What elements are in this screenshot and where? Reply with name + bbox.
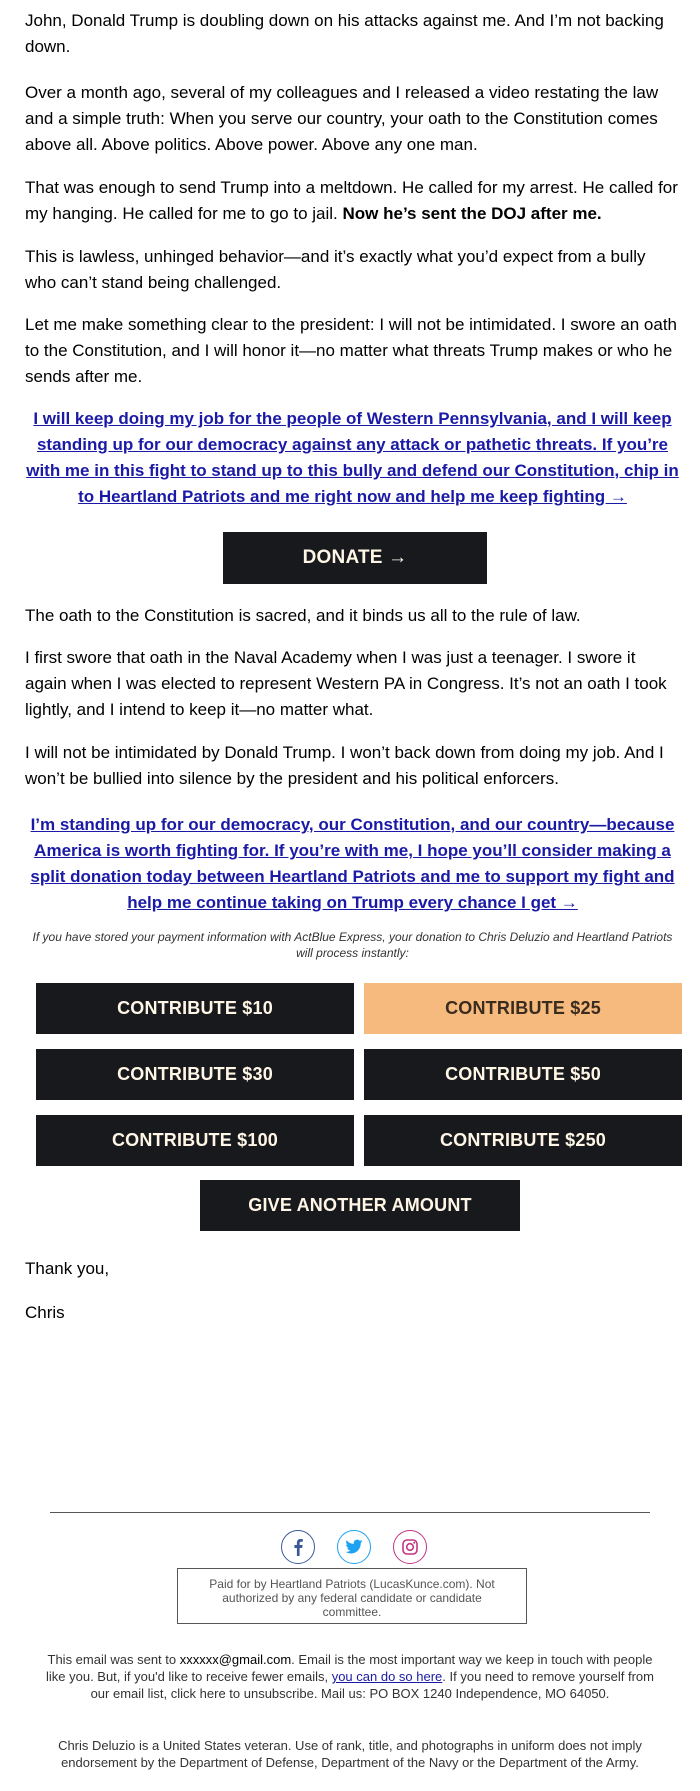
twitter-icon[interactable] (337, 1530, 371, 1564)
recipient-email: xxxxxx@gmail.com (179, 1652, 292, 1667)
paragraph-meltdown (25, 175, 680, 227)
footer-email-notice (45, 1651, 655, 1702)
contribute-30-button[interactable]: CONTRIBUTE $30 (36, 1049, 354, 1100)
fewer-emails-link[interactable]: you can do so here (331, 1669, 443, 1684)
contribute-250-button[interactable]: CONTRIBUTE $250 (364, 1115, 682, 1166)
paragraph-naval-academy: I first swore that oath in the Naval Academy when I was just a teenager. I swore it again when I was elected to represent Western PA in Congress. It’s not an oath I took lightly, and I intend to keep it—no matter what. (25, 648, 667, 719)
paragraph-meltdown-text: That was enough to send Trump into a meltdown. He called for my arrest. He called for my hanging. He called for me to go to jail. (25, 178, 678, 223)
veteran-disclaimer: Chris Deluzio is a United States veteran. Use of rank, title, and photographs in uniform does not imply endorsement by the Department of Defense, Department of the Navy or the Department of the Army. (58, 1738, 642, 1770)
contribute-100-button[interactable]: CONTRIBUTE $100 (36, 1115, 354, 1166)
footer-divider (50, 1512, 650, 1513)
footer-sent-mid: . Email is the most important way we keep in touch with people like you. But, if you'd like to receive fewer emails, (45, 1652, 653, 1684)
signature: Chris (25, 1303, 65, 1322)
footer-sent-prefix: This email was sent to (47, 1652, 180, 1667)
facebook-icon[interactable] (281, 1530, 315, 1564)
actblue-express-note: If you have stored your payment information with ActBlue Express, your donation to Chris Deluzio and Heartland Patriots will process instantly: (32, 930, 673, 960)
paragraph-oath-sacred: The oath to the Constitution is sacred, and it binds us all to the rule of law. (25, 606, 581, 625)
paragraph-opening: John, Donald Trump is doubling down on his attacks against me. And I’m not backing down. (25, 11, 664, 56)
instagram-icon[interactable] (393, 1530, 427, 1564)
donate-button[interactable]: DONATE → (223, 532, 487, 584)
donate-link-primary[interactable]: I will keep doing my job for the people of Western Pennsylvania, and I will keep standing up for our democracy against any attack or pathetic threats. If you’re with me in this fight to stand up to this bully and defend our Constitution, chip in to Heartland Patriots and me right now and help me keep fighting → (26, 409, 679, 506)
closing-thanks: Thank you, (25, 1259, 110, 1278)
paragraph-video: Over a month ago, several of my colleagues and I released a video restating the law and a simple truth: When you serve our country, your oath to the Constitution comes above all. Above politics. Above power. Above any one man. (25, 83, 659, 154)
contribute-25-button[interactable]: CONTRIBUTE $25 (364, 983, 682, 1034)
footer-sent-suffix: . If you need to remove yourself from our email list, click here to unsubscribe. Mail us: PO BOX 1240 Independence, MO 64050. (90, 1669, 654, 1701)
paragraph-clear: Let me make something clear to the president: I will not be intimidated. I swore an oath to the Constitution, and I will honor it—no matter what threats Trump makes or who he sends after me. (25, 315, 678, 386)
contribute-50-button[interactable]: CONTRIBUTE $50 (364, 1049, 682, 1100)
paragraph-not-intimidated: I will not be intimidated by Donald Trump. I won’t back down from doing my job. And I won’t be bullied into silence by the president and his political enforcers. (25, 743, 664, 788)
contribute-10-button[interactable]: CONTRIBUTE $10 (36, 983, 354, 1034)
paid-for-disclaimer: Paid for by Heartland Patriots (LucasKunce.com). Not authorized by any federal candidate or candidate committee. (177, 1568, 527, 1624)
paragraph-meltdown-bold: Now he’s sent the DOJ after me. (342, 204, 602, 223)
paragraph-lawless: This is lawless, unhinged behavior—and it’s exactly what you’d expect from a bully who can’t stand being challenged. (25, 247, 646, 292)
give-another-amount-button[interactable]: GIVE ANOTHER AMOUNT (200, 1180, 520, 1231)
donate-link-split[interactable]: I’m standing up for our democracy, our Constitution, and our country—because America is worth fighting for. If you’re with me, I hope you’ll consider making a split donation today between Heartland Patriots and me to support my fight and help me continue taking on Trump every chance I get → (30, 815, 675, 912)
